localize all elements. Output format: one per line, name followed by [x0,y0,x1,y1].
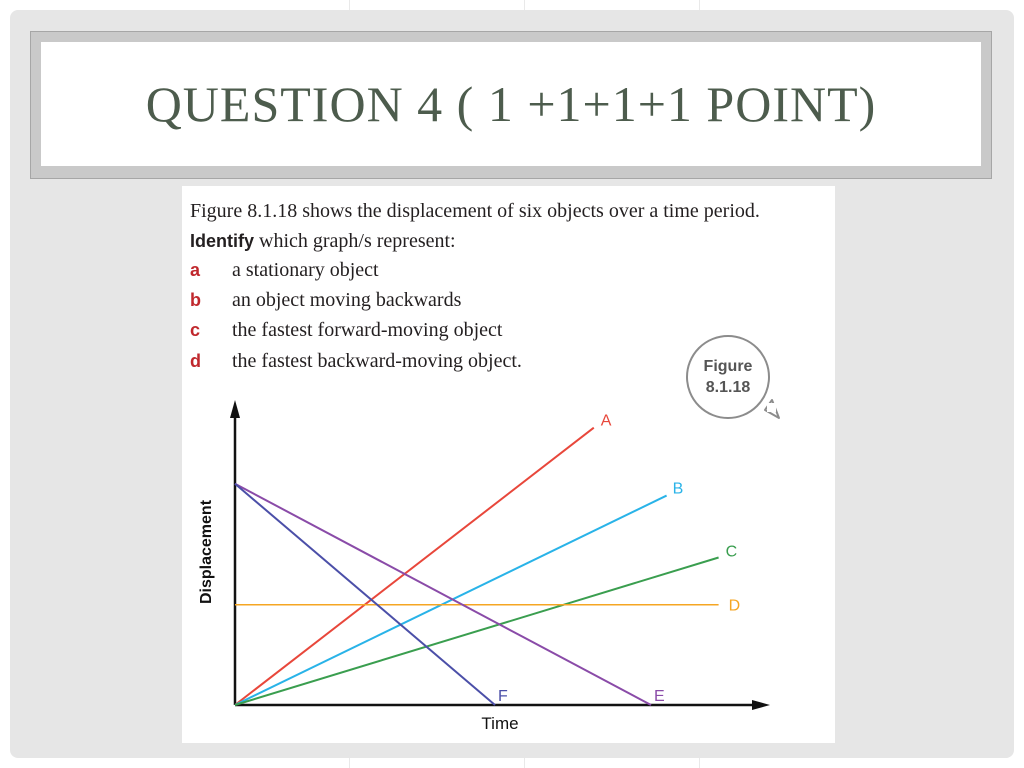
badge-line1: Figure [703,358,753,375]
badge-tail-join [767,403,776,412]
x-axis-label: Time [481,714,519,733]
badge-circle [687,336,769,418]
y-axis-arrow [230,400,240,418]
figure-panel [182,186,835,743]
y-axis-label: Displacement [198,499,215,605]
series-label-d: D [728,597,741,615]
question-item-text: the fastest backward-moving object. [232,350,522,372]
question-item-letter: a [190,260,201,280]
figure-badge [687,336,779,418]
series-line-e [235,484,651,705]
series-line-c [235,558,719,706]
question-item-text: an object moving backwards [232,289,462,311]
badge-line2: 8.1.18 [705,379,751,396]
question-item-text: a stationary object [232,259,379,281]
question-item-text: the fastest forward-moving object [232,319,503,341]
series-line-f [235,484,495,705]
title-frame [30,31,992,179]
displacement-time-chart [182,186,835,743]
question-item-letter: c [190,320,201,340]
question-item-letter: d [190,351,201,371]
series-label-e: E [654,688,665,705]
question-item-letter: b [190,290,201,310]
question-intro-bold: Identify [190,231,255,251]
series-line-a [235,428,594,705]
series-layer [235,413,740,705]
question-intro-prefix: Figure 8.1.18 shows the displacement of six objects over a time period. [190,200,760,222]
series-label-b: B [672,480,684,498]
title-area [41,42,981,166]
slide-title: QUESTION 4 ( 1 +1+1+1 POINT) [145,76,877,132]
series-label-c: C [725,543,738,561]
question-intro-suffix: which graph/s represent: [254,230,456,252]
series-line-b [235,496,667,705]
x-axis-arrow [752,700,770,710]
series-label-a: A [600,412,612,430]
series-label-f: F [498,688,508,705]
